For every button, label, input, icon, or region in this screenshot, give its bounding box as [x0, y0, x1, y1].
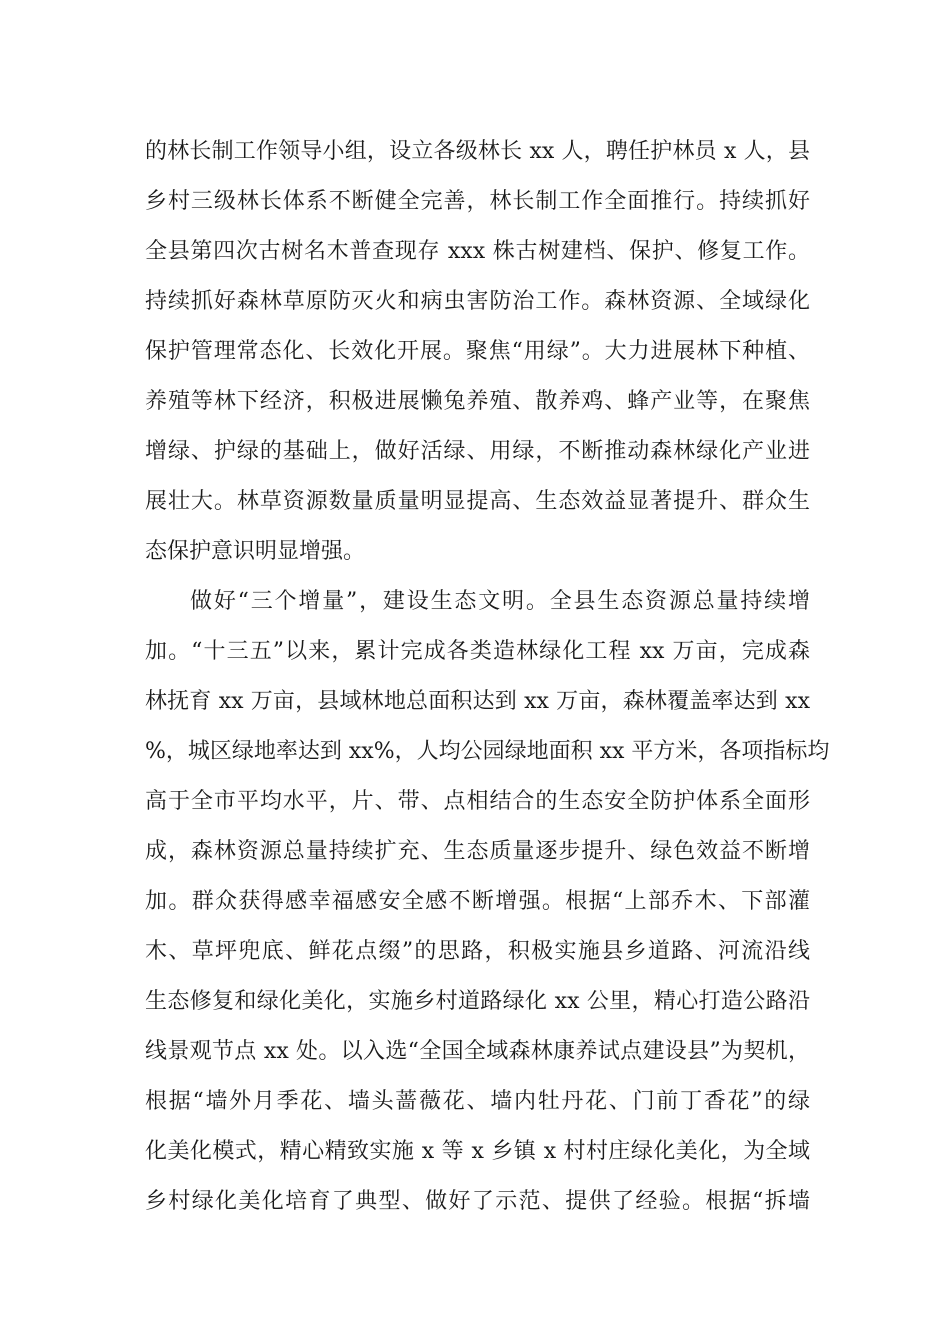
text-line: 木、草坪兜底、鲜花点缀”的思路，积极实施县乡道路、河流沿线 — [145, 939, 810, 964]
text-line: 保护管理常态化、长效化开展。聚焦“用绿”。大力进展林下种植、 — [145, 339, 810, 364]
text-line: 持续抓好森林草原防灭火和病虫害防治工作。森林资源、全域绿化 — [145, 289, 810, 314]
text-line: 全县第四次古树名木普查现存 xxx 株古树建档、保护、修复工作。 — [145, 239, 810, 264]
text-line: 根据“墙外月季花、墙头蔷薇花、墙内牡丹花、门前丁香花”的绿 — [145, 1089, 810, 1114]
text-line: 乡村三级林长体系不断健全完善，林长制工作全面推行。持续抓好 — [145, 189, 810, 214]
text-line: 加。群众获得感幸福感安全感不断增强。根据“上部乔木、下部灌 — [145, 889, 810, 914]
text-line: 展壮大。林草资源数量质量明显提高、生态效益显著提升、群众生 — [145, 489, 810, 514]
text-line: 加。“十三五”以来，累计完成各类造林绿化工程 xx 万亩，完成森 — [145, 639, 810, 664]
paragraph-last-line: 态保护意识明显增强。 — [145, 539, 366, 564]
text-line: 的林长制工作领导小组，设立各级林长 xx 人，聘任护林员 x 人，县 — [145, 139, 810, 164]
text-line: 养殖等林下经济，积极进展懒兔养殖、散养鸡、蜂产业等，在聚焦 — [145, 389, 810, 414]
text-line: 线景观节点 xx 处。以入选“全国全域森林康养试点建设县”为契机， — [145, 1039, 810, 1064]
text-line: 林抚育 xx 万亩，县域林地总面积达到 xx 万亩，森林覆盖率达到 xx — [145, 689, 810, 714]
text-line: %，城区绿地率达到 xx%，人均公园绿地面积 xx 平方米，各项指标均 — [145, 739, 830, 764]
text-line: 高于全市平均水平，片、带、点相结合的生态安全防护体系全面形 — [145, 789, 810, 814]
text-line: 乡村绿化美化培育了典型、做好了示范、提供了经验。根据“拆墙 — [145, 1189, 810, 1214]
text-line: 化美化模式，精心精致实施 x 等 x 乡镇 x 村村庄绿化美化，为全域 — [145, 1139, 810, 1164]
text-line: 增绿、护绿的基础上，做好活绿、用绿，不断推动森林绿化产业进 — [145, 439, 810, 464]
text-line: 生态修复和绿化美化，实施乡村道路绿化 xx 公里，精心打造公路沿 — [145, 989, 810, 1014]
paragraph-first-line: 做好“三个增量”，建设生态文明。全县生态资源总量持续增 — [190, 589, 810, 614]
text-line: 成，森林资源总量持续扩充、生态质量逐步提升、绿色效益不断增 — [145, 839, 810, 864]
